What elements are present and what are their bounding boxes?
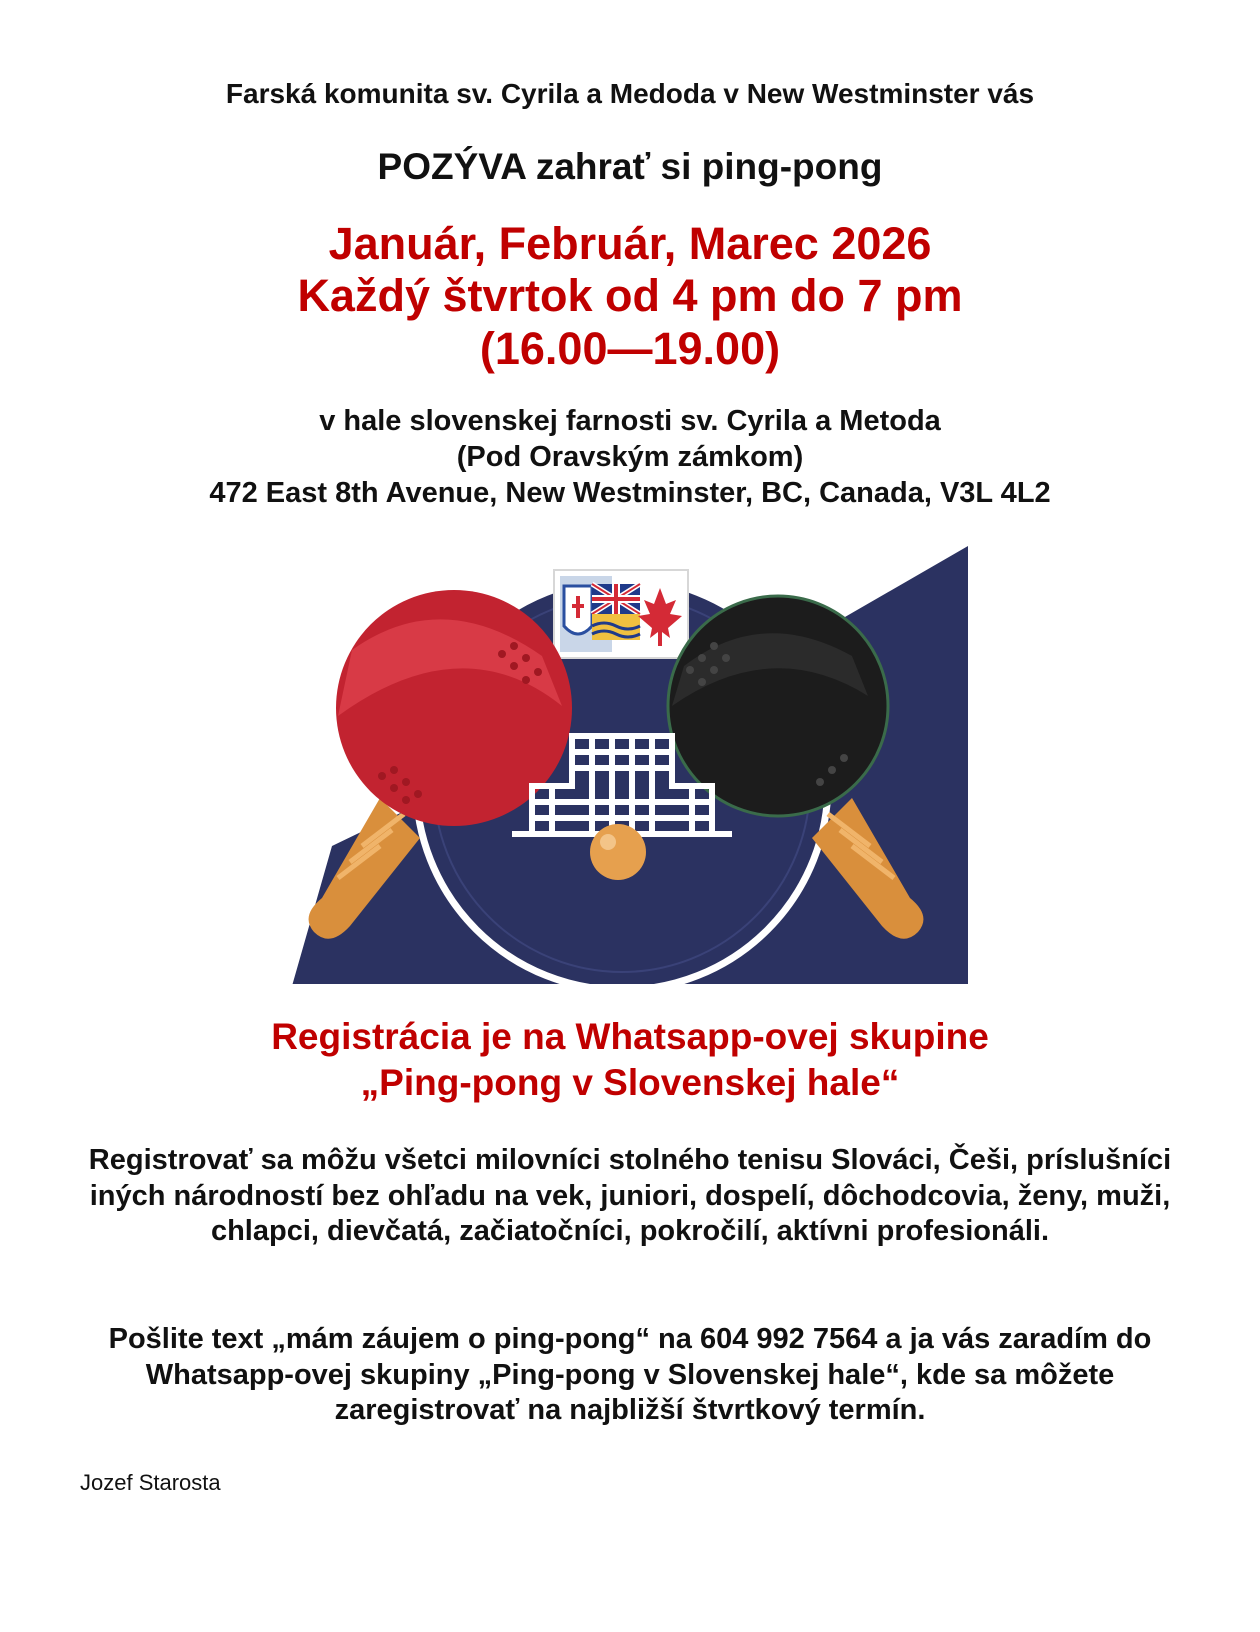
- flag-badge: [554, 570, 688, 658]
- schedule-time-24h: (16.00—19.00): [479, 323, 781, 374]
- schedule-months: Január, Február, Marec 2026: [328, 218, 932, 269]
- invite-heading: POZÝVA zahrať si ping-pong: [377, 146, 883, 187]
- intro-line: Farská komunita sv. Cyrila a Medoda v New Westminster vás: [225, 78, 1035, 109]
- ping-pong-paddles-icon: [292, 546, 968, 984]
- registration-line-1: Registrácia je na Whatsapp-ovej skupine: [271, 1016, 989, 1057]
- how-to-join-paragraph: Pošlite text „mám záujem o ping-pong“ na 604 992 7564 a ja vás zaradím do Whatsapp-ovej skupiny „Ping-pong v Slovenskej hale“, kde sa môžete zaregistrovať na najbližší štvrtkový termín.: [108, 1323, 1152, 1426]
- ping-pong-ball: [590, 824, 646, 880]
- venue-address: 472 East 8th Avenue, New Westminster, BC, Canada, V3L 4L2: [209, 477, 1051, 509]
- venue-note: (Pod Oravským zámkom): [456, 441, 804, 473]
- venue-hall: v hale slovenskej farnosti sv. Cyrila a Metoda: [319, 405, 941, 437]
- registration-line-2: „Ping-pong v Slovenskej hale“: [360, 1062, 900, 1103]
- who-can-register-paragraph: Registrovať sa môžu všetci milovníci stolného tenisu Slováci, Češi, príslušníci iných národností bez ohľadu na vek, juniori, dospelí, dôchodcovia, ženy, muži, chlapci, dievčatá, začiatočníci, pokročilí, aktívni profesionáli.: [88, 1144, 1172, 1247]
- signature: Jozef Starosta: [80, 1470, 221, 1495]
- schedule-day-time: Každý štvrtok od 4 pm do 7 pm: [297, 270, 963, 321]
